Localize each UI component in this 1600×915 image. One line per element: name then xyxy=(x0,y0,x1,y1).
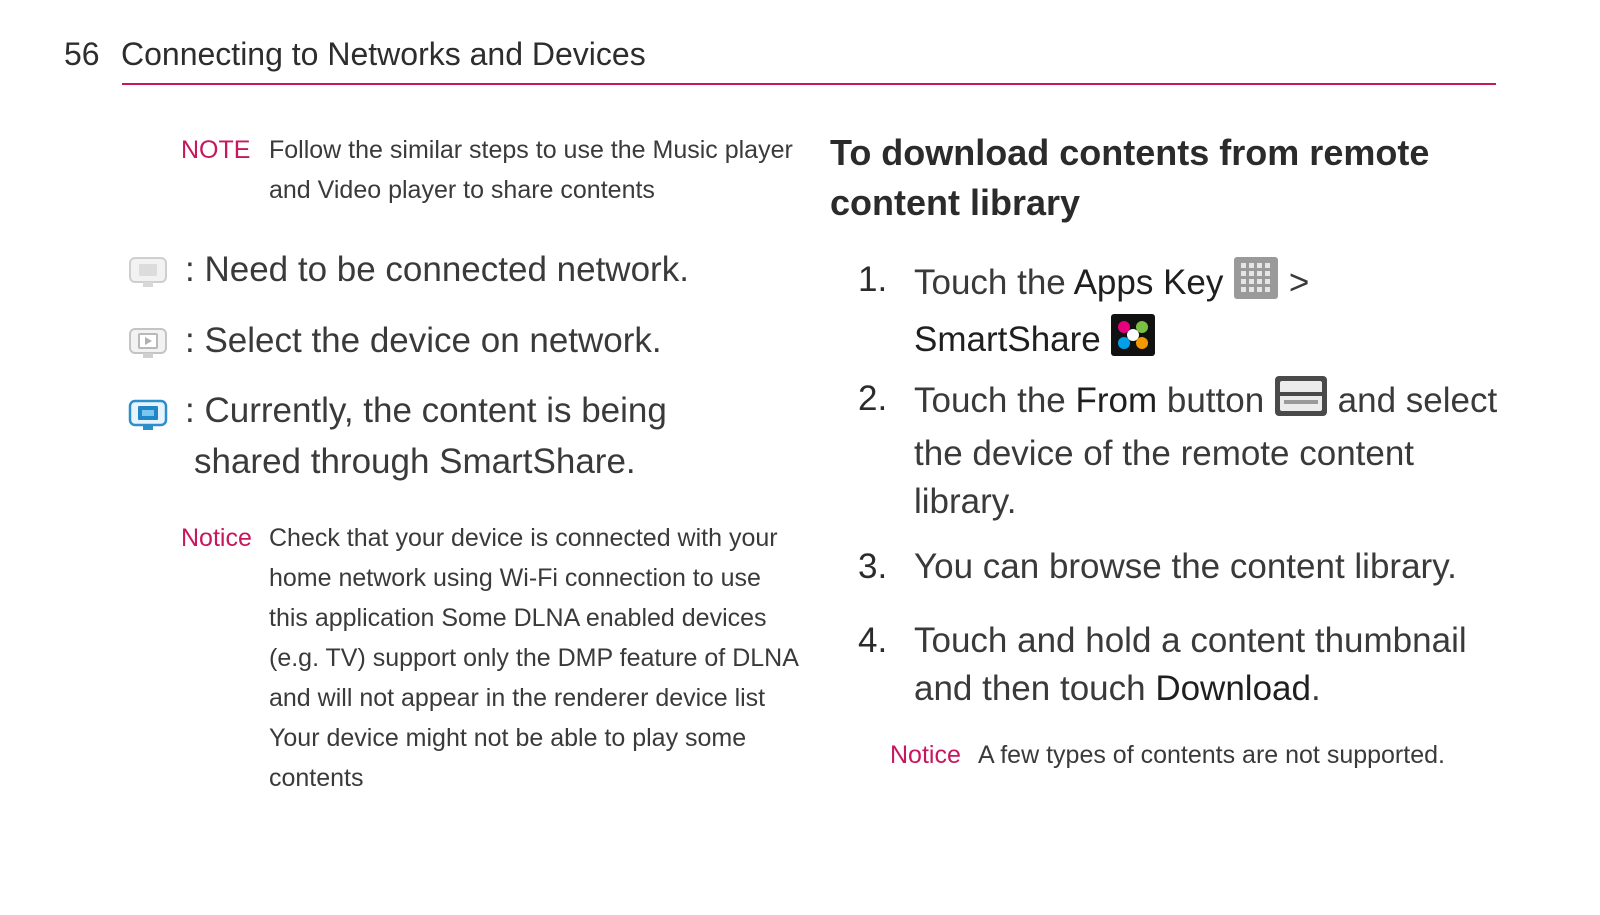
step-text-part: . xyxy=(1310,669,1321,708)
step-keyword: SmartShare xyxy=(914,319,1101,359)
step-number: 3. xyxy=(858,547,888,586)
notice-text: A few types of contents are not supported. xyxy=(978,741,1445,769)
step-text-part: and select the device of the remote content library. xyxy=(914,380,1498,521)
step-keyword: Download xyxy=(1155,669,1311,708)
apps-grid-icon xyxy=(1233,256,1279,313)
notice-label: Notice xyxy=(890,741,961,769)
step-number: 2. xyxy=(858,379,888,418)
step-text-part: button xyxy=(1157,380,1274,420)
note-label: NOTE xyxy=(181,136,251,164)
legend-text: : Select the device on network. xyxy=(185,321,662,360)
step-text-part: Touch and hold a content thumbnail and then touch xyxy=(914,621,1467,708)
step-text xyxy=(914,256,1514,370)
step-keyword: From xyxy=(1075,380,1158,420)
header-rule xyxy=(122,83,1496,85)
sharing-active-icon xyxy=(128,398,168,432)
legend-text: : Currently, the content is being xyxy=(185,391,667,430)
step-text xyxy=(914,375,1514,526)
step-keyword: Apps Key xyxy=(1073,262,1224,302)
step-text-part: Touch the xyxy=(914,380,1076,420)
page-number: 56 xyxy=(64,36,100,72)
legend-text-continued: shared through SmartShare. xyxy=(194,442,636,481)
step-text-part: > xyxy=(1279,262,1310,302)
from-button-icon xyxy=(1274,375,1328,430)
step-text: You can browse the content library. xyxy=(914,547,1457,586)
notice-text: Check that your device is connected with your home network using Wi-Fi connection to use this application Some DLNA enabled devices (e.g. TV) support only the DMP feature of DLNA and will not appear in the renderer device list Your device might not be able to play some contents xyxy=(269,524,798,792)
step-text xyxy=(914,617,1514,713)
step-number: 4. xyxy=(858,621,888,660)
step-text-part: Touch the xyxy=(914,262,1074,302)
notice-label: Notice xyxy=(181,524,252,552)
network-disconnected-icon xyxy=(128,255,168,289)
device-select-icon xyxy=(128,326,168,360)
note-text: Follow the similar steps to use the Music player and Video player to share contents xyxy=(269,136,793,204)
section-heading: To download contents from remote content library xyxy=(830,132,1430,223)
legend-text: : Need to be connected network. xyxy=(185,250,689,289)
smartshare-app-icon xyxy=(1110,313,1156,370)
step-number: 1. xyxy=(858,260,888,299)
page-title: Connecting to Networks and Devices xyxy=(121,36,646,72)
